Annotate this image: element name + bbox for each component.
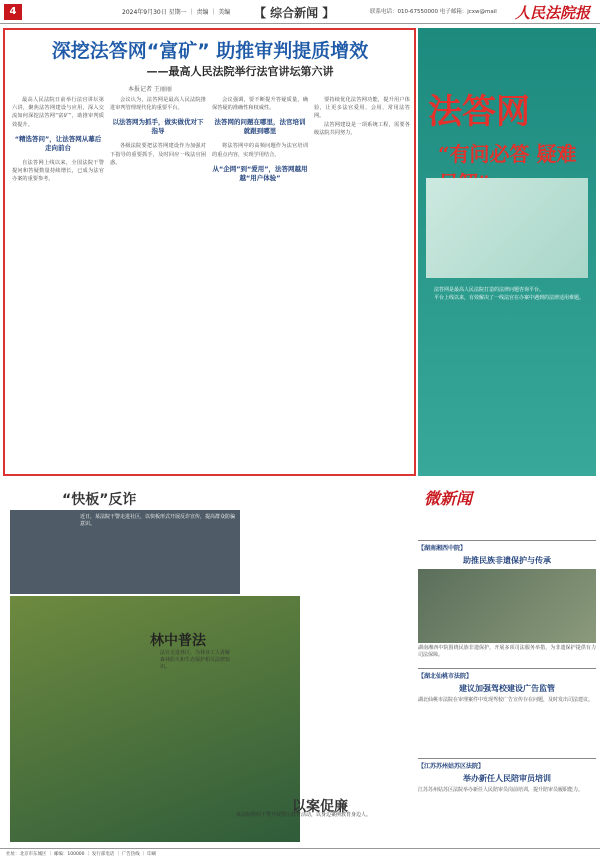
contact-info: 联系电话：010-67550000 电子邮箱：jcxw@mail [370,9,497,15]
news-item-3 [418,758,596,794]
paragraph: 各级法院要把法答网建设作为加强对下指导的重要抓手，及时回应一线法官困惑。 [110,143,206,166]
paragraph: 将法答网中的高频问题作为法官培训的重点内容，实现学用结合。 [212,143,308,158]
page-number: 4 [4,4,22,20]
paragraph: 法答网是最高人民法院打造的法律问题咨询平台。 [434,287,545,293]
paragraph: 平台上线以来，有效解决了一线法官在办案中遇到的法律适用难题。 [434,295,585,301]
section-subtitle: 法答网的问题在哪里，法官培训就跟到哪里 [214,118,306,136]
feature-column-1 [12,96,104,464]
feature-byline: 本报记者 王丽丽 [128,86,172,93]
paragraph: 最高人民法院日前举行法官讲坛第六讲，聚焦法答网建设与应用，深入交流如何深挖法答网“富矿”，助推审判质效提升。 [12,97,104,128]
banner-tag: “有问必答 疑难 [438,142,577,166]
feature-subhead: ——最高人民法院举行法官讲坛第六讲 [146,65,334,78]
dateline: 2024年9月30日 星期一 ｜ 责编 ｜ 美编 [122,9,231,16]
paragraph: 会议强调，要不断提升答疑质量，确保答疑的准确性和权威性。 [212,97,308,112]
news-body: 湖南湘西中院围绕民族非遗保护，开展多项司法服务举措，为非遗保护提供有力司法保障。 [418,645,596,658]
feature-column-4 [314,96,410,464]
section-subtitle: 以法答网为抓手，做实做优对下指导 [112,118,204,136]
page-header [0,0,600,24]
news-body: 江苏苏州姑苏区法院举办新任人民陪审员岗前培训，提升陪审员履职能力。 [418,787,584,793]
news-headline: 举办新任人民陪审员培训 [463,774,551,783]
news-tag: 【湖南湘西中院】 [418,540,596,552]
banner-title: 法答网 [428,92,530,132]
linzhong-title: 林中普法 [150,633,206,649]
masthead-logo: 人民法院报 [514,4,590,22]
kuaiban-caption: 近日，某法院干警走进社区，以快板形式开展反诈宣传，提高群众防骗意识。 [80,514,236,527]
paragraph: 会议认为，法答网是最高人民法院推进审判管理现代化的重要平台。 [110,97,206,112]
feature-column-2 [110,96,206,464]
banner-text [424,286,590,302]
news-tag: 【湖北仙桃市法院】 [418,668,596,680]
section-subtitle: “精选答问”，让法答网从幕后走向前台 [14,134,102,152]
news-tag: 【江苏苏州姑苏区法院】 [418,758,596,770]
feature-headline: 深挖法答网“富矿” 助推审判提质增效 [51,40,369,62]
weixin-logo: 微新闻 [424,489,473,508]
section-label: 【 综合新闻 】 [254,6,335,20]
yian-title: 以案促廉 [292,799,348,815]
news-item-2 [418,668,596,704]
kuaiban-title: “快板”反诈 [62,492,137,508]
side-banner [418,28,596,476]
news-headline: 助推民族非遗保护与传承 [463,556,551,565]
feature-column-3 [212,96,308,464]
paragraph: 要持续优化法答网功能，提升用户体验，让更多法官爱用、会用、常用法答网。 [314,97,410,120]
news-photo [418,569,596,643]
page-footer: 社址：北京市东城区 ｜ 邮编：100000 ｜ 发行部电话 ｜ 广告热线 ｜ 印刷 [0,848,600,860]
paragraph: 自法答网上线以来，全国法院干警提问和答疑数量持续增长，已成为法官办案的重要参考。 [12,159,104,183]
section-subtitle: 从“企网”到“爱用”，法答网越用越“用户体验” [212,164,308,182]
linzhong-caption: 法官走进林区，为林业工人讲解森林防火和生态保护相关法律知识。 [160,650,231,670]
news-item-1 [418,540,596,659]
paragraph: 法答网建设是一项系统工程，需要各级法院共同努力。 [314,121,410,136]
weixin-news-header [418,480,596,532]
news-body: 湖北仙桃市法院在审理案件中发现驾校广告宣传存在问题，及时发出司法建议。 [418,697,594,703]
yian-caption: 某法院组织干警开展警示教育活动，以身边案例教育身边人。 [236,812,372,818]
banner-poster-image [426,178,588,278]
news-headline: 建议加强驾校建设广告监管 [459,684,555,693]
